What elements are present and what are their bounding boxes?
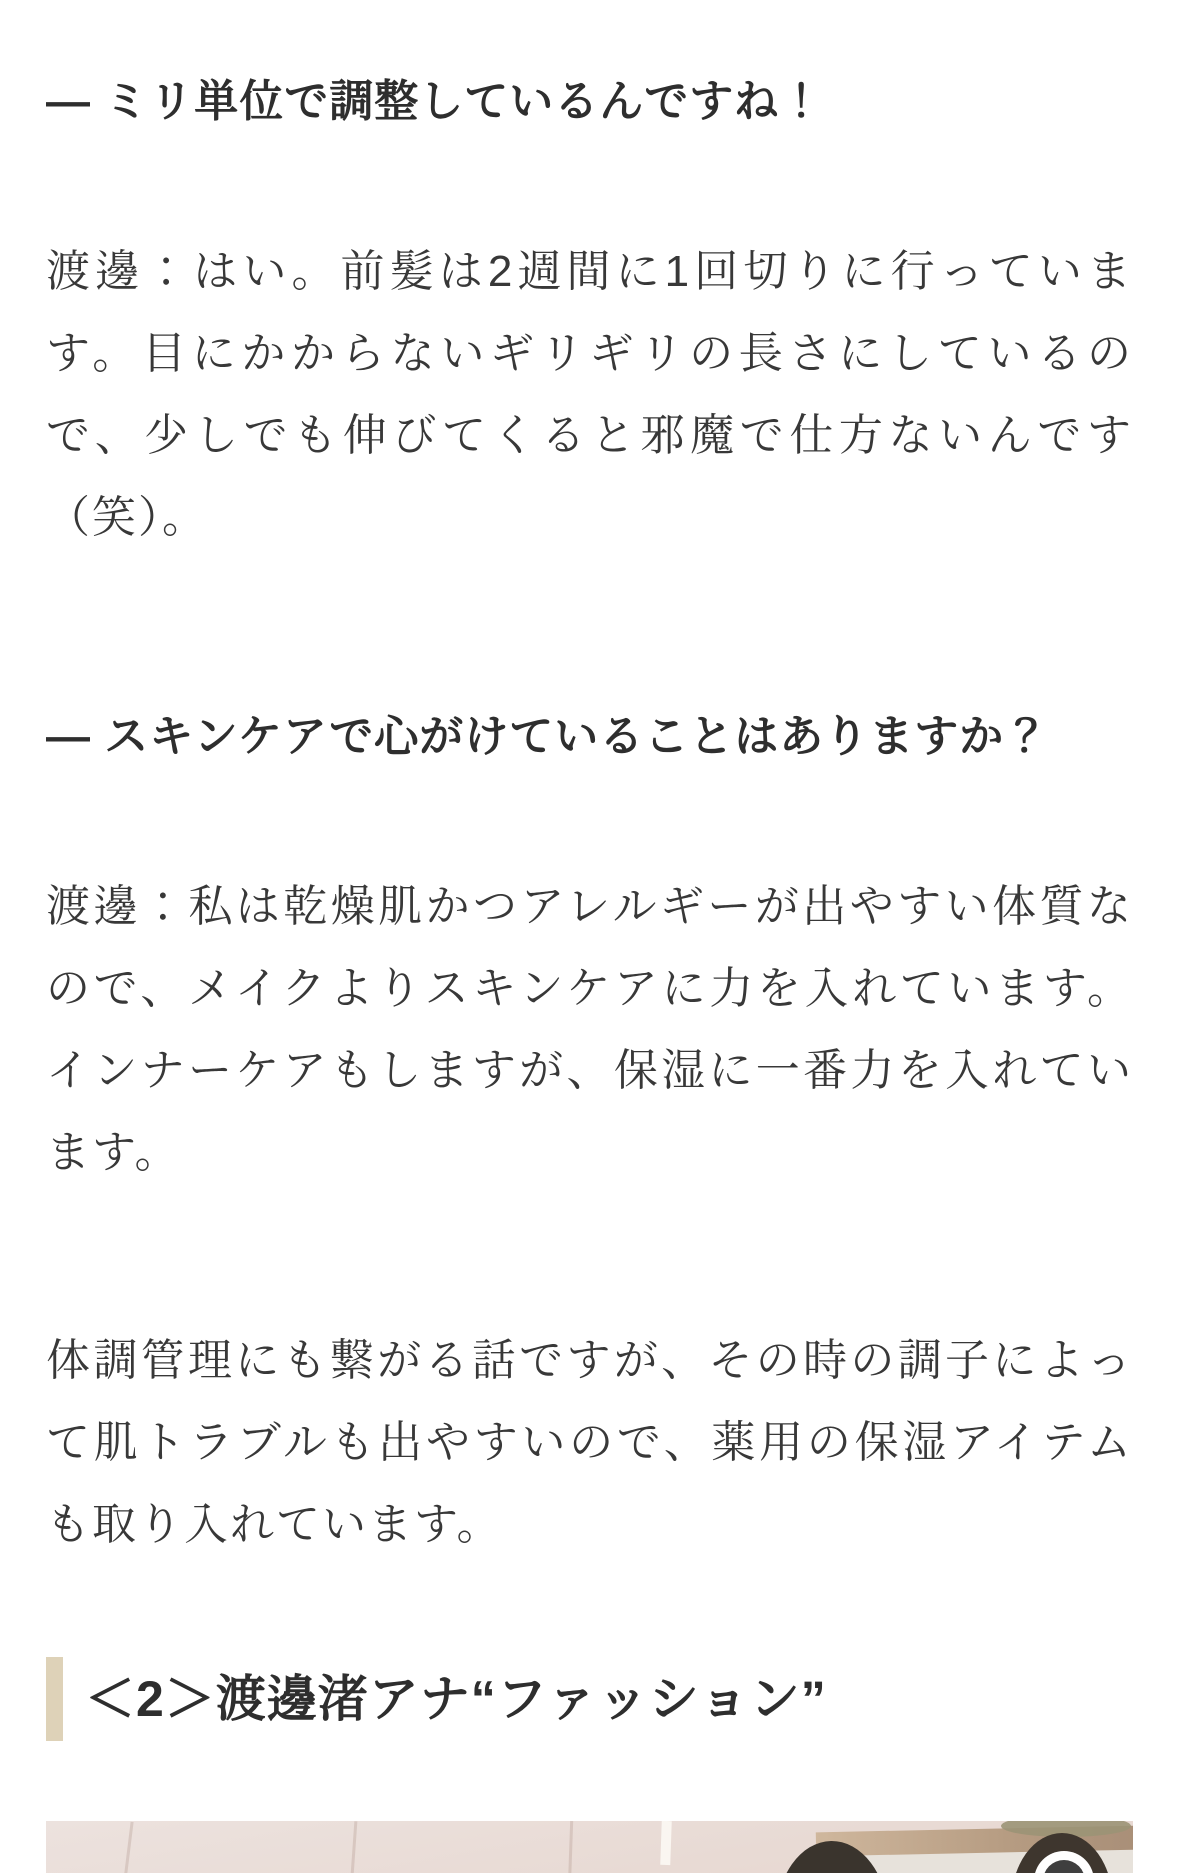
interview-question-skincare: ― スキンケアで心がけていることはありますか？ xyxy=(46,712,1050,761)
photo-wall-crease xyxy=(101,1822,133,1873)
interview-question-hair: ― ミリ単位で調整しているんですね！ xyxy=(46,77,825,126)
photo-badge-inner-circle xyxy=(1043,1860,1085,1873)
article-content xyxy=(0,69,1179,1873)
interview-answer-skincare-2: 体調管理にも繋がる話ですが、その時の調子によって肌トラブルも出やすいので、薬用の保湿アイテムも取り入れています。 xyxy=(46,1336,1133,1549)
section-heading-fashion: ＜2＞渡邊渚アナ“ファッション” xyxy=(46,1657,1133,1741)
interview-answer-skincare-1: 渡邊：私は乾燥肌かつアレルギーが出やすい体質なので、メイクよりスキンケアに力を入れています。インナーケアもしますが、保湿に一番力を入れています。 xyxy=(46,882,1133,1177)
interview-answer-hair: 渡邊：はい。前髪は2週間に1回切りに行っています。目にかからないギリギリの長さにしているので、少しでも伸びてくると邪魔で仕方ないんです（笑）。 xyxy=(46,247,1133,542)
photo-light-slit xyxy=(660,1821,672,1865)
article-photo xyxy=(46,1821,1133,1873)
photo-wall-crease xyxy=(338,1821,358,1873)
photo-wall-crease xyxy=(562,1821,573,1873)
